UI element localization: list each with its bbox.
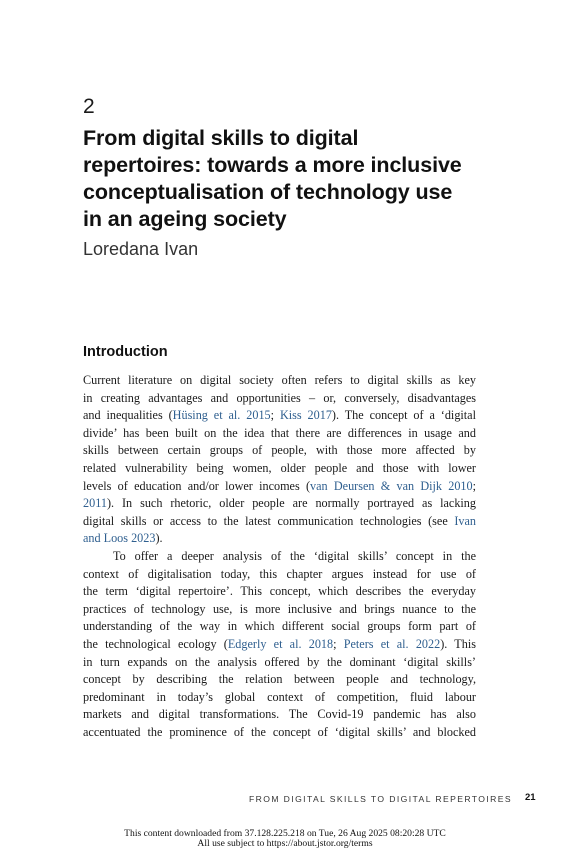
text-run: ). This [440,636,476,651]
citation-link[interactable]: Hüsing et al. 2015 [172,408,271,423]
download-notice-line: This content downloaded from 37.128.225.218 on Tue, 26 Aug 2025 08:20:28 UTC [124,828,446,839]
citation-link[interactable]: and Loos 2023 [83,531,156,546]
text-line: Current literature on digital society often refers to digital skills as key [83,373,476,387]
citation-link[interactable]: Ivan [454,513,476,528]
text-run: digital skills or access to the latest communication technologies (see [83,513,455,528]
text-line [83,495,476,513]
text-line [83,636,476,654]
text-run: and inequalities ( [83,408,173,423]
text-line: markets and digital transformations. The Covid-19 pandemic has also [83,707,476,722]
text-line: accentuated the prominence of the concept of ‘digital skills’ and blocked [83,724,476,739]
chapter-title-line: repertoires: towards a more inclusive [83,153,462,177]
citation-link[interactable]: Kiss 2017 [279,408,332,423]
text-line [83,530,476,548]
citation-link[interactable]: Peters et al. 2022 [343,636,441,651]
text-line: context of digitalisation today, this chapter argues instead for use of [83,566,476,581]
chapter-title-line: conceptualisation of technology use [83,180,453,204]
text-run: ; [270,408,280,423]
chapter-title [83,125,503,233]
text-run: ). In such rhetoric, older people are normally portrayed as lacking [106,496,476,511]
text-line [83,478,476,496]
body-text [83,372,476,741]
text-line: understanding of the way in which different social groups form part of [83,619,476,634]
text-run: levels of education and/or lower incomes ( [83,478,311,493]
page-number: 21 [525,792,536,803]
text-line: concept by describing the relation between people and technology, [83,672,476,687]
text-line: skills between certain groups of people, with those more affected by [83,443,476,458]
text-line [83,513,476,531]
text-line: divide’ has been built on the idea that there are differences in usage and [83,425,476,440]
download-notice [0,829,570,849]
text-line: practices of technology use, is more inclusive and brings nuance to the [83,601,476,616]
chapter-number: 2 [83,95,95,118]
citation-link[interactable]: Edgerly et al. 2018 [227,636,334,651]
text-line: in creating advantages and opportunities – or, conversely, disadvantages [83,390,476,405]
chapter-title-line: in an ageing society [83,207,287,231]
citation-link[interactable]: 2011 [83,496,107,511]
running-header: FROM DIGITAL SKILLS TO DIGITAL REPERTOIRES [249,794,513,804]
text-line: the term ‘digital repertoire’. This concept, which describes the everyday [83,584,476,599]
text-line: predominant in today’s global context of competition, fluid labour [83,689,476,704]
text-run: ). The concept of a ‘digital [331,408,476,423]
text-run: ; [472,478,477,493]
paragraph-2 [83,548,476,742]
text-run: ). [155,531,163,546]
citation-link[interactable]: van Deursen & van Dijk 2010 [310,478,473,493]
chapter-title-line: From digital skills to digital [83,126,359,150]
paragraph-1 [83,372,476,548]
text-run: the technological ecology ( [83,636,228,651]
text-line: To offer a deeper analysis of the ‘digital skills’ concept in the [113,548,476,563]
text-line: related vulnerability being women, older people and those with lower [83,460,476,475]
text-run: ; [333,636,344,651]
text-line: in turn expands on the analysis offered by the dominant ‘digital skills’ [83,654,476,669]
terms-notice-line: All use subject to https://about.jstor.org/terms [197,838,373,849]
section-heading: Introduction [83,344,168,360]
chapter-author: Loredana Ivan [83,239,199,259]
text-line [83,407,476,425]
